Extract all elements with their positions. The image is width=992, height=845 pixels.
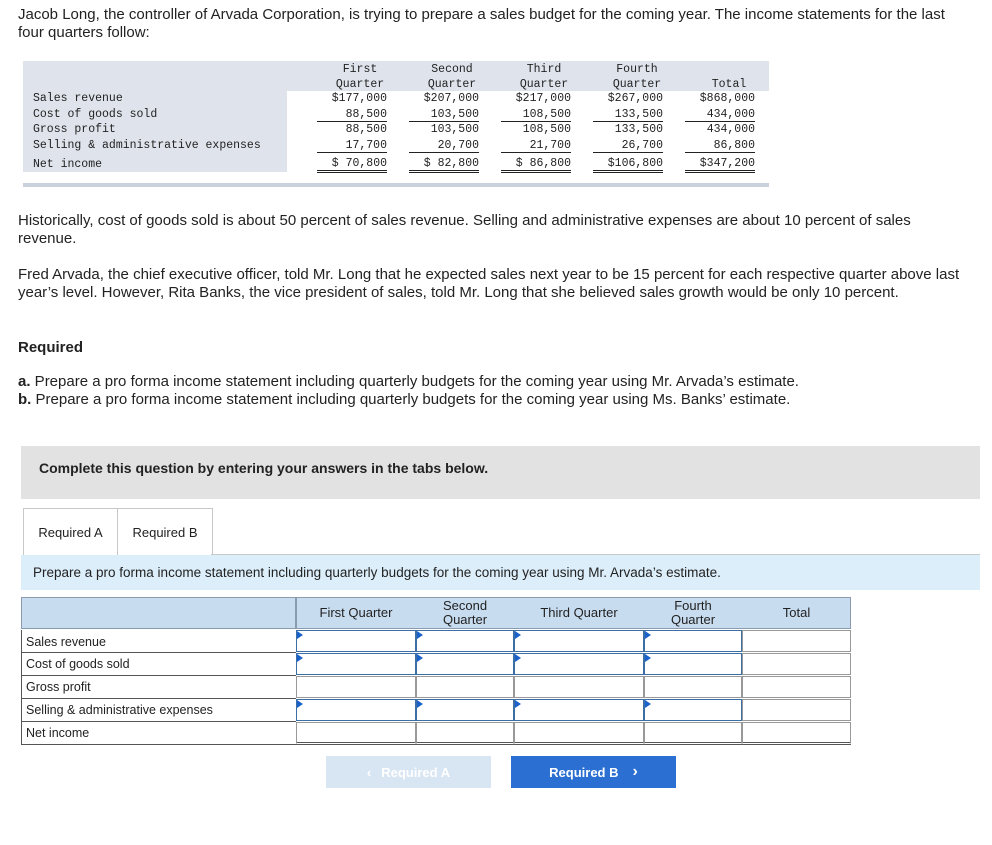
input-cogs-q3[interactable] (514, 653, 644, 675)
col-total: Total (782, 605, 811, 620)
row-gross-profit: Gross profit (21, 676, 296, 699)
row-label: Cost of goods sold (33, 108, 158, 121)
net-income-q2 (416, 722, 514, 745)
value-cell: $ 86,800 (501, 157, 571, 173)
gross-profit-q4 (644, 676, 742, 698)
value-cell: 133,500 (614, 123, 663, 136)
sa-total (742, 699, 851, 721)
value-cell: 17,700 (317, 139, 387, 153)
value-cell: $106,800 (593, 157, 663, 173)
col-third-quarter: Third Quarter (540, 605, 618, 620)
net-income-total (742, 722, 851, 745)
value-cell: $207,000 (423, 92, 479, 105)
value-cell: 20,700 (409, 139, 479, 153)
chevron-left-icon: ‹ (366, 764, 372, 780)
gross-profit-total (742, 676, 851, 698)
row-label: Selling & administrative expenses (33, 139, 261, 152)
input-sa-q1[interactable] (296, 699, 416, 721)
row-cost-of-goods-sold: Cost of goods sold (21, 653, 296, 676)
row-net-income: Net income (21, 722, 296, 745)
complete-question-banner: Complete this question by entering your answers in the tabs below. (21, 446, 980, 499)
value-cell: 434,000 (706, 123, 755, 136)
input-sales-q1[interactable] (296, 630, 416, 652)
header-total: Total (711, 78, 747, 91)
gross-profit-q3 (514, 676, 644, 698)
row-sales-revenue: Sales revenue (21, 630, 296, 653)
growth-estimates-text: Fred Arvada, the chief executive officer, told Mr. Long that he expected sales next year to be 15 percent for each respective quarter above last year’s level. However, Rita Banks, the vice president of sales, told Mr. Long that she believed sales growth would be only 10 percent. (18, 266, 960, 301)
next-required-b-button[interactable]: Required B › (511, 756, 676, 788)
input-sa-q4[interactable] (644, 699, 742, 721)
value-cell: 86,800 (685, 139, 755, 153)
value-cell: 133,500 (593, 108, 663, 122)
input-sales-q2[interactable] (416, 630, 514, 652)
value-cell: $ 70,800 (317, 157, 387, 173)
input-cogs-q4[interactable] (644, 653, 742, 675)
input-cogs-q1[interactable] (296, 653, 416, 675)
value-cell: $868,000 (699, 92, 755, 105)
net-income-q4 (644, 722, 742, 745)
value-cell: 108,500 (522, 123, 571, 136)
row-selling-admin: Selling & administrative expenses (21, 699, 296, 722)
value-cell: 88,500 (345, 123, 387, 136)
value-cell: 88,500 (317, 108, 387, 122)
value-cell: $267,000 (607, 92, 663, 105)
net-income-q1 (296, 722, 416, 745)
col-fourth-quarter: Fourth Quarter (670, 598, 716, 627)
header-fourth-quarter: Fourth Quarter (612, 63, 662, 91)
sales-total (742, 630, 851, 652)
cost-assumptions-text: Historically, cost of goods sold is about 50 percent of sales revenue. Selling and administrative expenses are about 10 percent of sales revenue. (18, 212, 911, 247)
header-first-quarter: First Quarter (335, 63, 385, 91)
input-cogs-q2[interactable] (416, 653, 514, 675)
value-cell: $217,000 (515, 92, 571, 105)
value-cell: 103,500 (430, 123, 479, 136)
row-label: Net income (33, 158, 103, 171)
value-cell: $ 82,800 (409, 157, 479, 173)
chevron-right-icon: › (632, 763, 638, 780)
required-heading: Required (18, 339, 84, 356)
gross-profit-q2 (416, 676, 514, 698)
value-cell: 26,700 (593, 139, 663, 153)
row-label: Gross profit (33, 123, 116, 136)
col-second-quarter: Second Quarter (442, 598, 488, 627)
col-first-quarter: First Quarter (319, 605, 393, 620)
input-sales-q3[interactable] (514, 630, 644, 652)
tab-instruction: Prepare a pro forma income statement including quarterly budgets for the coming year using Mr. Arvada’s estimate. (21, 555, 980, 590)
tab-required-a[interactable]: Required A (23, 508, 118, 556)
value-cell: 103,500 (409, 108, 479, 122)
value-cell: 21,700 (501, 139, 571, 153)
value-cell: $177,000 (331, 92, 387, 105)
value-cell: 108,500 (501, 108, 571, 122)
tab-required-b[interactable]: Required B (117, 508, 213, 556)
value-cell: $347,200 (685, 157, 755, 173)
header-third-quarter: Third Quarter (519, 63, 569, 91)
gross-profit-q1 (296, 676, 416, 698)
requirement-b: b. Prepare a pro forma income statement including quarterly budgets for the coming year using Ms. Banks’ estimate. (18, 391, 791, 408)
value-cell: 434,000 (685, 108, 755, 122)
intro-text: Jacob Long, the controller of Arvada Corporation, is trying to prepare a sales budget for the coming year. The income statements for the last four quarters follow: (18, 6, 945, 41)
input-sa-q2[interactable] (416, 699, 514, 721)
net-income-q3 (514, 722, 644, 745)
prev-required-a-button[interactable]: ‹ Required A (326, 756, 491, 788)
input-sa-q3[interactable] (514, 699, 644, 721)
cogs-total (742, 653, 851, 675)
row-label: Sales revenue (33, 92, 123, 105)
header-second-quarter: Second Quarter (427, 63, 477, 91)
input-sales-q4[interactable] (644, 630, 742, 652)
historical-income-statement (23, 61, 769, 187)
requirement-a: a. Prepare a pro forma income statement including quarterly budgets for the coming year using Mr. Arvada’s estimate. (18, 373, 799, 390)
